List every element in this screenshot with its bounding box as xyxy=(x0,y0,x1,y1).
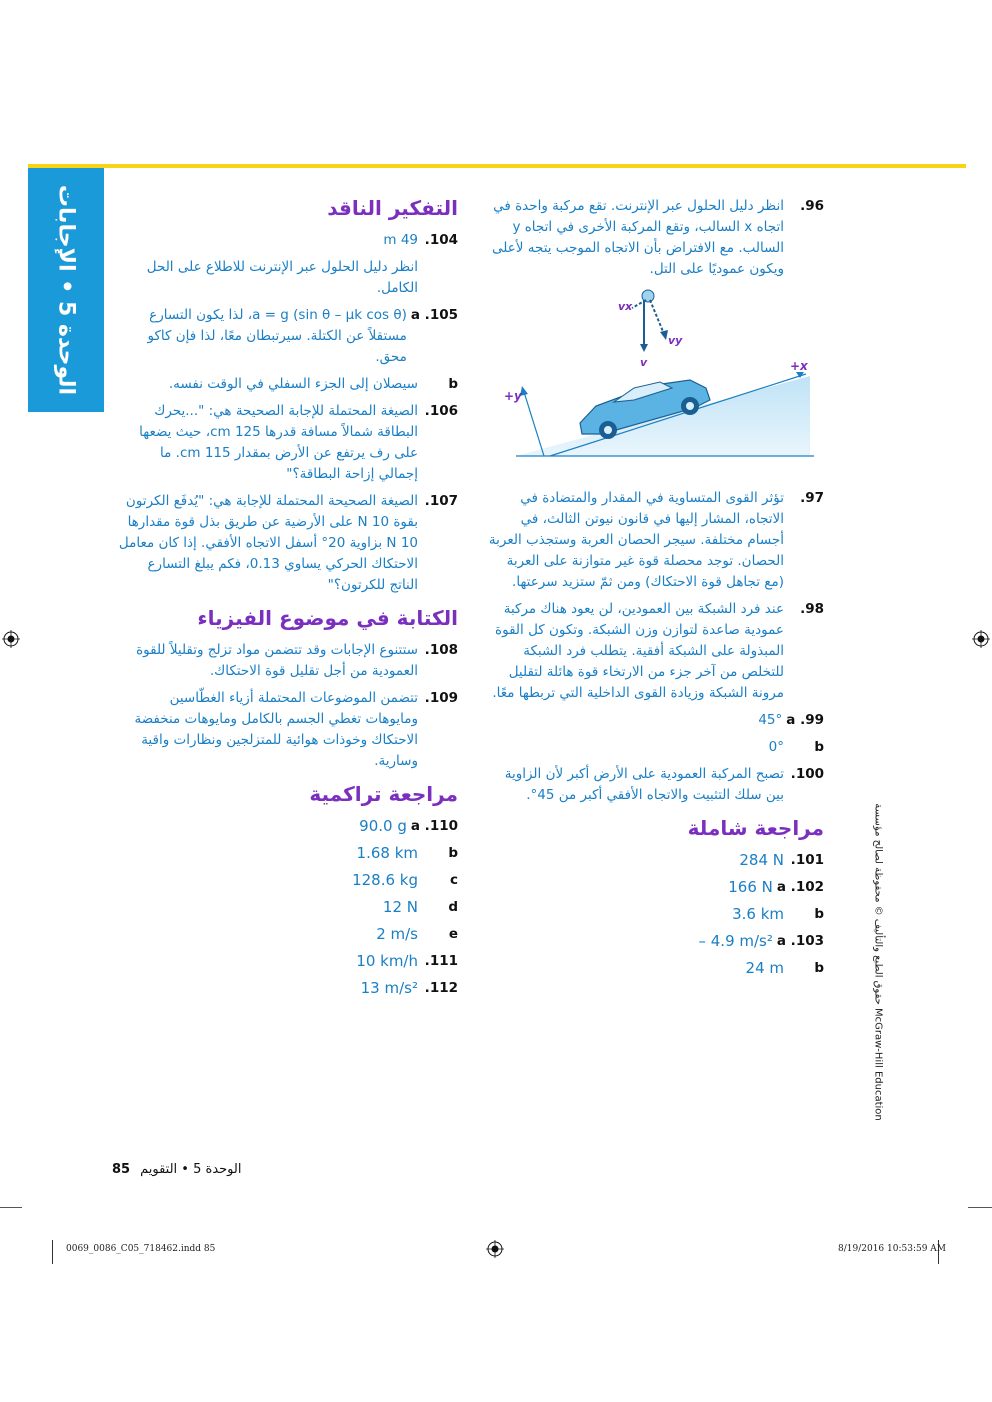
answer-number: 101. xyxy=(790,852,824,868)
answer-item xyxy=(484,710,824,731)
heading-writing-physics: الكتابة في موضوع الفيزياء xyxy=(197,606,458,630)
answer-text: تصبح المركبة العمودية على الأرض أكبر لأن الزاوية بين سلك التثبيت والاتجاه الأفقي أكبر من 45°. xyxy=(504,766,784,803)
answer-item xyxy=(484,737,824,758)
answer-item xyxy=(118,897,458,918)
answer-text: 49 m xyxy=(383,232,418,248)
answer-text: انظر دليل الحلول عبر الإنترنت للاطلاع على الحل الكامل. xyxy=(146,259,418,296)
answer-number: b xyxy=(448,376,458,392)
answer-item xyxy=(484,488,824,593)
answer-item xyxy=(118,924,458,945)
answer-item xyxy=(118,951,458,972)
answer-text: 10 km/h xyxy=(356,952,418,970)
registration-mark-bottom-icon xyxy=(486,1240,504,1258)
label-plus-x: +x xyxy=(790,359,808,373)
answer-number: 98. xyxy=(800,601,824,617)
answer-number: a .110 xyxy=(410,818,458,834)
answer-number: b xyxy=(814,739,824,755)
incline-svg xyxy=(484,288,824,478)
answer-number: a .105 xyxy=(410,307,458,323)
vy-vector xyxy=(650,300,664,334)
answer-number: a .103 xyxy=(776,933,824,949)
heading-cumulative-review: مراجعة تراكمية xyxy=(309,782,458,806)
answer-number: c xyxy=(449,872,458,888)
left-items-cumulative xyxy=(118,816,458,999)
answer-item xyxy=(118,305,458,368)
answer-text: تؤثر القوى المتساوية في المقدار والمتضادة في الاتجاه، المشار إليها في قانون نيوتن الثالث، في أجسام مختلفة. سيجر الحصان العربة وستجذب العربة الحصان. توجد محصلة قوة غير متوازنة على العربة (مع تجاهل قوة الاحتكاك) ومن ثمّ ستزيد سرعتها. xyxy=(488,490,784,590)
heading-comprehensive-review: مراجعة شاملة xyxy=(687,816,824,840)
answer-number: e xyxy=(448,926,458,942)
answer-number: 107. xyxy=(424,493,458,509)
answer-number: 106. xyxy=(424,403,458,419)
answer-text: 2 m/s xyxy=(376,925,418,943)
answer-item xyxy=(118,816,458,837)
answer-text: 45° xyxy=(758,712,783,728)
crop-mark-left xyxy=(0,1207,22,1208)
label-vy: vy xyxy=(668,334,683,347)
answer-text: الصيغة الصحيحة المحتملة للإجابة هي: "يُدفَع الكرتون بقوة 10 N على الأرضية عن طريق بذل قوة مقدارها 10 N بزاوية 20° أسفل الاتجاه الأفقي. إذا كان معامل الاحتكاك الحركي يساوي 0.13، فكم يبلغ التسارع الناتج للكرتون؟" xyxy=(118,493,418,593)
answer-item xyxy=(118,491,458,596)
right-items-bottom xyxy=(484,850,824,979)
y-axis xyxy=(524,392,544,456)
answer-item xyxy=(118,870,458,891)
incline-diagram xyxy=(484,288,824,478)
slug-filename: 0069_0086_C05_718462.indd 85 xyxy=(66,1244,216,1254)
answer-number: 96. xyxy=(800,198,824,214)
answer-item xyxy=(484,196,824,280)
answer-item xyxy=(484,877,824,898)
left-items-writing xyxy=(118,640,458,772)
answer-text: 166 N xyxy=(728,878,773,896)
slug-timestamp: 8/19/2016 10:53:59 AM xyxy=(838,1244,947,1254)
answer-text: عند فرد الشبكة بين العمودين، لن يعود هناك مركبة عمودية صاعدة لتوازن وزن الشبكة. وتكون كل القوة المبذولة على الشبكة أفقية. يتطلب فرد الشبكة للتخلص من آخر جزء من الارتخاء قوة هائلة لتقليل مرونة الشبكة وزيادة القوى الداخلية التي تربطها معًا. xyxy=(492,601,784,701)
registration-mark-left-icon xyxy=(2,630,20,648)
v-arrowhead xyxy=(640,344,648,352)
label-vx: vx xyxy=(618,300,633,313)
left-items-critical xyxy=(118,230,458,596)
answer-item xyxy=(484,764,824,806)
top-rule xyxy=(28,164,966,168)
answer-number: b xyxy=(448,845,458,861)
answer-item xyxy=(118,978,458,999)
answer-text: 128.6 kg xyxy=(352,871,418,889)
answer-item xyxy=(118,843,458,864)
registration-mark-right-icon xyxy=(972,630,990,648)
answer-number: 112. xyxy=(424,980,458,996)
running-title: الوحدة 5 • التقويم xyxy=(140,1162,242,1177)
label-plus-y: +y xyxy=(504,389,522,403)
footer-page-line xyxy=(112,1162,241,1177)
answer-item xyxy=(118,257,458,299)
answer-number: 111. xyxy=(424,953,458,969)
answer-number: a .102 xyxy=(776,879,824,895)
answer-text: ستتنوع الإجابات وقد تتضمن مواد تزلج وتقليلاً للقوة العمودية من أجل تقليل قوة الاحتكاك. xyxy=(136,642,418,679)
label-v: v xyxy=(640,356,648,369)
answer-item xyxy=(484,599,824,704)
answer-item xyxy=(118,374,458,395)
answer-item xyxy=(484,931,824,952)
right-column xyxy=(484,196,824,985)
answer-number: 100. xyxy=(790,766,824,782)
answer-number: 109. xyxy=(424,690,458,706)
answer-text: 13 m/s² xyxy=(360,979,418,997)
answer-item xyxy=(484,958,824,979)
answer-text: 12 N xyxy=(382,898,418,916)
answer-text: الصيغة المحتملة للإجابة الصحيحة هي: "...يحرك البطاقة شمالاً مسافة قدرها 125 cm، حيث يضعها على رف يرتفع عن الأرض بمقدار 115 cm. ما إجمالي إزاحة البطاقة؟" xyxy=(139,403,418,482)
answer-number: a .99 xyxy=(786,712,824,728)
answer-item xyxy=(118,230,458,251)
crop-tick-left xyxy=(52,1240,53,1264)
answer-number: 97. xyxy=(800,490,824,506)
vy-arrowhead xyxy=(660,330,668,340)
answer-text: سيصلان إلى الجزء السفلي في الوقت نفسه. xyxy=(168,376,418,392)
answer-number: 104. xyxy=(424,232,458,248)
answer-item xyxy=(118,640,458,682)
answer-text: 3.6 km xyxy=(732,905,784,923)
answer-text: 24 m xyxy=(745,959,784,977)
answer-text: 1.68 km xyxy=(356,844,418,862)
page-number: 85 xyxy=(112,1162,131,1177)
answer-text: انظر دليل الحلول عبر الإنترنت. تقع مركبة واحدة في اتجاه x السالب، وتقع المركبة الأخرى في اتجاه y السالب. مع الافتراض بأن الاتجاه الموجب يتجه لأعلى ويكون عموديًا على التل. xyxy=(491,198,784,277)
answer-number: b xyxy=(814,906,824,922)
answer-number: 108. xyxy=(424,642,458,658)
answer-item xyxy=(118,688,458,772)
left-column xyxy=(118,196,458,1005)
answer-text: تتضمن الموضوعات المحتملة أزياء الغطّاسين ومايوهات تغطي الجسم بالكامل ومايوهات منخفضة الاحتكاك وخوذات هوائية للمتزلجين ونظارات واقية وسارية. xyxy=(134,690,418,769)
answer-text: 90.0 g xyxy=(359,817,407,835)
answer-item xyxy=(484,904,824,925)
answer-text: 0° xyxy=(768,739,784,755)
copyright-notice: حقوق الطبع والتأليف © محفوظة لصالح مؤسسة McGraw-Hill Education xyxy=(872,803,884,1121)
answer-number: d xyxy=(448,899,458,915)
crop-mark-right xyxy=(968,1207,992,1208)
answer-item xyxy=(484,850,824,871)
side-tab-label: الوحدة 5 • الإجابات xyxy=(53,184,79,396)
right-items-mid xyxy=(484,488,824,806)
heading-critical-thinking: التفكير الناقد xyxy=(327,196,458,220)
answer-text: a = g (sin θ – μk cos θ)، لذا يكون التسارع مستقلاً عن الكتلة. سيرتبطان معًا، لذا فإن كاكو محق. xyxy=(147,307,407,365)
answer-item xyxy=(118,401,458,485)
right-items-top xyxy=(484,196,824,280)
answer-text: – 4.9 m/s² xyxy=(698,932,773,950)
answer-text: 284 N xyxy=(739,851,784,869)
answer-number: b xyxy=(814,960,824,976)
